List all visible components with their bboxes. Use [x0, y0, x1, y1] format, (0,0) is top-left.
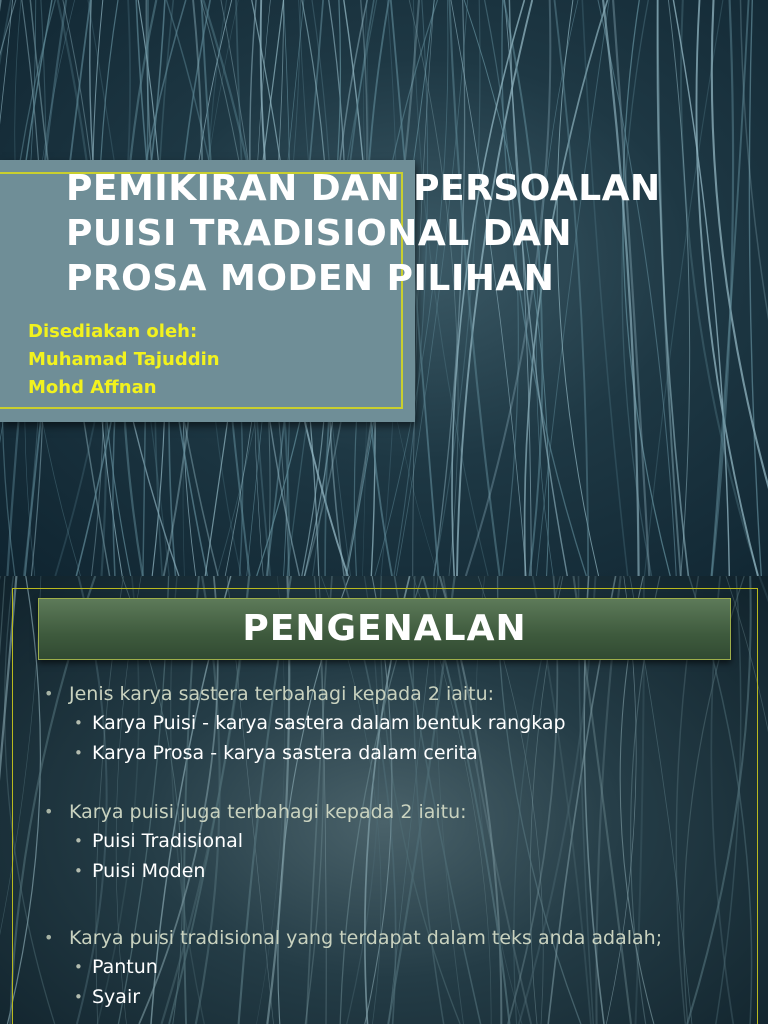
author-name-last: Mohd Affnan	[28, 377, 157, 398]
slide-heading: PENGENALAN	[242, 608, 527, 649]
spacer	[44, 768, 734, 798]
presentation-title: PEMIKIRAN DAN PERSOALAN PUISI TRADISIONAL DAN PROSA MODEN PILIHAN	[66, 168, 661, 299]
sub-bullet-item: • Syair	[74, 982, 734, 1012]
background-strand	[759, 576, 768, 1024]
author-block	[28, 318, 220, 402]
author-name-first: Muhamad Tajuddin	[28, 349, 220, 370]
bullet-item: • Jenis karya sastera terbahagi kepada 2 iaitu:	[44, 680, 734, 708]
bullet-item: • Karya puisi tradisional yang terdapat dalam teks anda adalah;	[44, 924, 734, 952]
bullet-item: • Karya puisi juga terbahagi kepada 2 iaitu:	[44, 798, 734, 826]
spacer	[44, 886, 734, 924]
intro-slide	[0, 576, 768, 1024]
sub-bullet-item: • Puisi Moden	[74, 856, 734, 886]
sub-bullet-item: • Karya Prosa - karya sastera dalam cerita	[74, 738, 734, 768]
sub-bullet-item: • Pantun	[74, 952, 734, 982]
background-strand	[0, 576, 5, 1024]
sub-bullet-item: • Puisi Tradisional	[74, 826, 734, 856]
sub-bullet-item: • Karya Puisi - karya sastera dalam bentuk rangkap	[74, 708, 734, 738]
background-strand	[749, 0, 761, 576]
prepared-by-label: Disediakan oleh:	[28, 321, 198, 342]
bullet-list	[44, 680, 734, 1012]
